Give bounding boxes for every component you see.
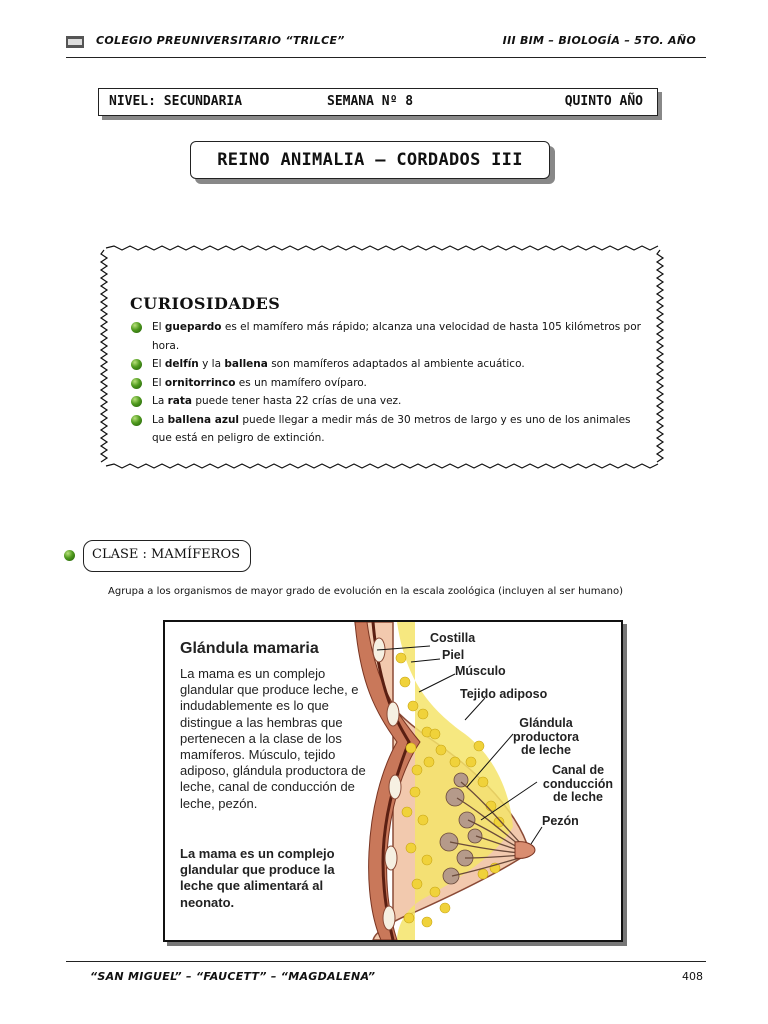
level-box <box>98 88 658 116</box>
fat-globule <box>418 709 428 719</box>
fat-globule <box>402 807 412 817</box>
green-bullet-icon <box>131 378 142 389</box>
curiosity-keyword: rata <box>167 395 192 407</box>
curiosity-text: La <box>152 395 168 407</box>
fat-globule <box>450 757 460 767</box>
fat-globule <box>430 729 440 739</box>
page-number: 408 <box>682 970 703 983</box>
fat-globule <box>478 777 488 787</box>
fat-globule <box>412 765 422 775</box>
curiosity-keyword: delfín <box>164 358 199 370</box>
curiosities-list <box>130 318 644 448</box>
mammary-gland-figure <box>163 620 623 942</box>
figure-title: Glándula mamaria <box>180 640 319 657</box>
curiosity-keyword: ballena <box>224 358 268 370</box>
fat-globule <box>430 887 440 897</box>
green-bullet-icon <box>64 550 75 561</box>
school-name: COLEGIO PREUNIVERSITARIO “TRILCE” <box>96 34 345 47</box>
fat-globule <box>406 843 416 853</box>
bimester-label: III BIM – BIOLOGÍA – 5TO. AÑO <box>502 34 696 47</box>
fat-globule <box>466 757 476 767</box>
fat-globule <box>474 741 484 751</box>
curiosity-item <box>130 318 644 355</box>
clase-label: CLASE : MAMÍFEROS <box>83 540 251 572</box>
curiosity-text: El <box>152 376 165 389</box>
figure-description: La mama es un complejo glandular que produce leche, e indudablemente es lo que distingue a las hembras que pertenecen a la clase de los mamíferos. Músculo, tejido adiposo, glándula productora de leche, canal de conducción de leche, pezón. <box>180 666 366 811</box>
fat-globule <box>408 701 418 711</box>
green-bullet-icon <box>131 322 142 333</box>
fat-globule <box>396 653 406 663</box>
fat-globule <box>478 869 488 879</box>
fat-globule <box>486 801 496 811</box>
label-musculo: Músculo <box>455 664 506 678</box>
nipple <box>515 842 535 859</box>
curiosity-keyword: ornitorrinco <box>164 376 236 389</box>
fat-globule <box>404 913 414 923</box>
curiosity-text: puede llegar a medir más de 30 metros de largo y es uno de los animales que está en peligro de extinción. <box>152 413 631 444</box>
fat-globule <box>422 855 432 865</box>
level-text: NIVEL: SECUNDARIA <box>109 94 243 109</box>
fat-globule <box>440 903 450 913</box>
curiosity-keyword: guepardo <box>164 321 222 333</box>
curiosities-heading: CURIOSIDADES <box>130 294 281 313</box>
green-bullet-icon <box>131 359 142 370</box>
label-glandula: Glándula productora de leche <box>513 716 579 757</box>
label-canal: Canal de conducción de leche <box>542 763 614 804</box>
label-tejido-adiposo: Tejido adiposo <box>460 687 548 701</box>
curiosity-item <box>130 355 644 374</box>
fat-globule <box>412 879 422 889</box>
label-pezon: Pezón <box>542 814 579 828</box>
fat-globule <box>406 743 416 753</box>
fat-globule <box>400 677 410 687</box>
curiosity-text: puede tener hasta 22 crías de una vez. <box>192 395 402 407</box>
week-text: SEMANA Nº 8 <box>327 94 414 109</box>
curiosity-text: es un mamífero ovíparo. <box>235 376 367 389</box>
curiosity-text: y la <box>198 358 225 370</box>
fat-globule <box>422 917 432 927</box>
footer-divider <box>66 961 706 962</box>
curiosity-text: El <box>152 321 165 333</box>
fat-globule <box>424 757 434 767</box>
figure-caption: La mama es un complejo glandular que produce la leche que alimentará al neonato. <box>180 846 335 910</box>
curiosity-text: son mamíferos adaptados al ambiente acuático. <box>267 358 525 370</box>
curiosity-item <box>130 411 644 448</box>
footer-branches: “SAN MIGUEL” – “FAUCETT” – “MAGDALENA” <box>90 970 376 983</box>
curiosity-item <box>130 374 644 393</box>
curiosity-text: es el mamífero más rápido; alcanza una velocidad de hasta 105 kilómetros por hora. <box>152 321 641 352</box>
fat-globule <box>410 787 420 797</box>
label-piel: Piel <box>442 648 465 662</box>
year-text: QUINTO AÑO <box>564 94 643 109</box>
page-header <box>66 34 696 52</box>
clase-description: Agrupa a los organismos de mayor grado de evolución en la escala zoológica (incluyen al ser humano) <box>108 586 623 597</box>
green-bullet-icon <box>131 415 142 426</box>
school-logo-icon <box>66 36 84 48</box>
label-costilla: Costilla <box>430 631 476 645</box>
fat-globule <box>436 745 446 755</box>
fat-globule <box>418 815 428 825</box>
page-title: REINO ANIMALIA – CORDADOS III <box>190 141 550 179</box>
curiosity-item <box>130 392 644 411</box>
curiosity-text: La <box>152 413 168 426</box>
curiosity-keyword: ballena azul <box>167 413 240 426</box>
green-bullet-icon <box>131 396 142 407</box>
header-divider <box>66 57 706 58</box>
curiosity-text: El <box>152 358 165 370</box>
